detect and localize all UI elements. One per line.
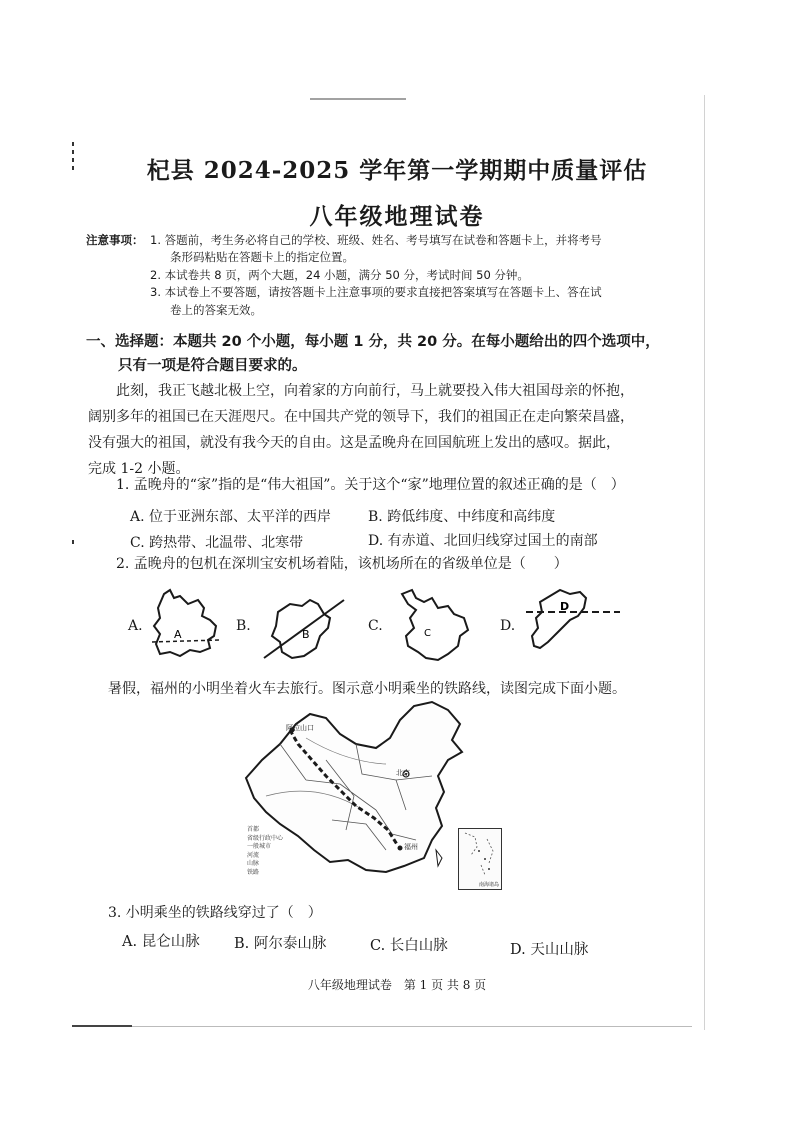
shape-letter-b: B [302, 628, 310, 641]
passage-line: 完成 1-2 小题。 [88, 461, 190, 477]
question-3-option-d: D. 天山山脉 [510, 942, 589, 958]
exam-title: 杞县 2024-2025 学年第一学期期中质量评估 [146, 157, 648, 184]
map-legend [247, 826, 283, 877]
scan-edge-right [704, 95, 705, 1030]
passage-line: 阔别多年的祖国已在天涯咫尺。在中国共产党的领导下，我们的祖国正在走向繁荣昌盛， [88, 409, 634, 425]
province-shape-a-icon [150, 586, 222, 660]
section-line: 一、选择题：本题共 20 个小题，每小题 1 分，共 20 分。在每小题给出的四个选项中， [86, 334, 660, 350]
exam-subtitle: 八年级地理试卷 [309, 203, 485, 230]
province-shape-c-icon [394, 584, 472, 664]
south-china-sea-inset [458, 828, 502, 890]
shape-letter-d: D [560, 600, 570, 613]
passage-2: 暑假，福州的小明坐着火车去旅行。图示意小明乘坐的铁路线，读图完成下面小题。 [108, 681, 626, 697]
question-3-option-a: A. 昆仑山脉 [122, 934, 200, 950]
page-footer: 八年级地理试卷 第 1 页 共 8 页 [307, 978, 487, 992]
passage-line: 没有强大的祖国，就没有我今天的自由。这是孟晚舟在回国航班上发出的感叹。据此， [88, 435, 620, 451]
notes-item: 条形码粘贴在答题卡上的指定位置。 [170, 250, 354, 264]
question-1-option-c: C. 跨热带、北温带、北寒带 [130, 535, 304, 551]
map-label-fuzhou: 福州 [404, 843, 418, 851]
legend-railway: 铁路 [247, 868, 260, 876]
question-3-option-c: C. 长白山脉 [370, 938, 448, 954]
question-1-option-b: B. 跨低纬度、中纬度和高纬度 [368, 509, 556, 525]
question-1-option-a: A. 位于亚洲东部、太平洋的西岸 [130, 509, 332, 525]
question-2-option-d: D. [500, 618, 516, 634]
province-shape-d-icon [522, 586, 622, 658]
notes-item: 卷上的答案无效。 [170, 303, 262, 317]
legend-capital: 首都 [247, 826, 260, 833]
shape-letter-a: A [174, 628, 182, 641]
scan-edge-top [310, 98, 406, 100]
inset-label: 南海诸岛 [478, 882, 499, 888]
scan-edge-bottom [72, 1026, 692, 1027]
binding-mark [72, 142, 74, 146]
scan-edge-mark [72, 1025, 132, 1027]
question-1-stem: 1. 孟晚舟的“家”指的是“伟大祖国”。关于这个“家”地理位置的叙述正确的是（ ） [116, 477, 625, 493]
question-2-option-c: C. [368, 618, 383, 634]
passage-1 [88, 378, 678, 482]
question-1-option-d: D. 有赤道、北回归线穿过国土的南部 [368, 533, 598, 549]
notes-item: 3. 本试卷上不要答题，请按答题卡上注意事项的要求直接把答案填写在答题卡上、答在试 [150, 285, 602, 299]
question-3-stem: 3. 小明乘坐的铁路线穿过了（ ） [108, 905, 322, 921]
section-heading [86, 330, 706, 378]
question-3-option-b: B. 阿尔泰山脉 [234, 936, 327, 952]
map-label-alashankou: 阿拉山口 [286, 724, 314, 732]
question-2-option-a: A. [128, 618, 143, 634]
legend-mountain: 山脉 [247, 860, 260, 867]
notes-label: 注意事项： [86, 233, 144, 247]
shape-letter-c: C [424, 628, 431, 639]
notes-item: 1. 答题前，考生务必将自己的学校、班级、姓名、考号填写在试卷和答题卡上，并将考号 [150, 233, 602, 247]
binding-mark [72, 540, 74, 544]
province-shape-b-icon [258, 596, 348, 664]
map-label-beijing: 北京 [396, 769, 410, 777]
legend-city: 一般城市 [247, 843, 272, 850]
notes-item: 2. 本试卷共 8 页，两个大题，24 小题，满分 50 分，考试时间 50 分钟。 [150, 268, 529, 282]
passage-line: 此刻，我正飞越北极上空，向着家的方向前行，马上就要投入伟大祖国母亲的怀抱， [116, 383, 634, 399]
question-2-stem: 2. 孟晚舟的包机在深圳宝安机场着陆，该机场所在的省级单位是（ ） [116, 556, 568, 572]
question-2-option-b: B. [236, 618, 251, 634]
legend-provincial-center: 省级行政中心 [247, 834, 284, 842]
legend-river: 河流 [247, 851, 260, 859]
inset-map-icon [459, 829, 501, 889]
section-line: 只有一项是符合题目要求的。 [118, 358, 307, 374]
